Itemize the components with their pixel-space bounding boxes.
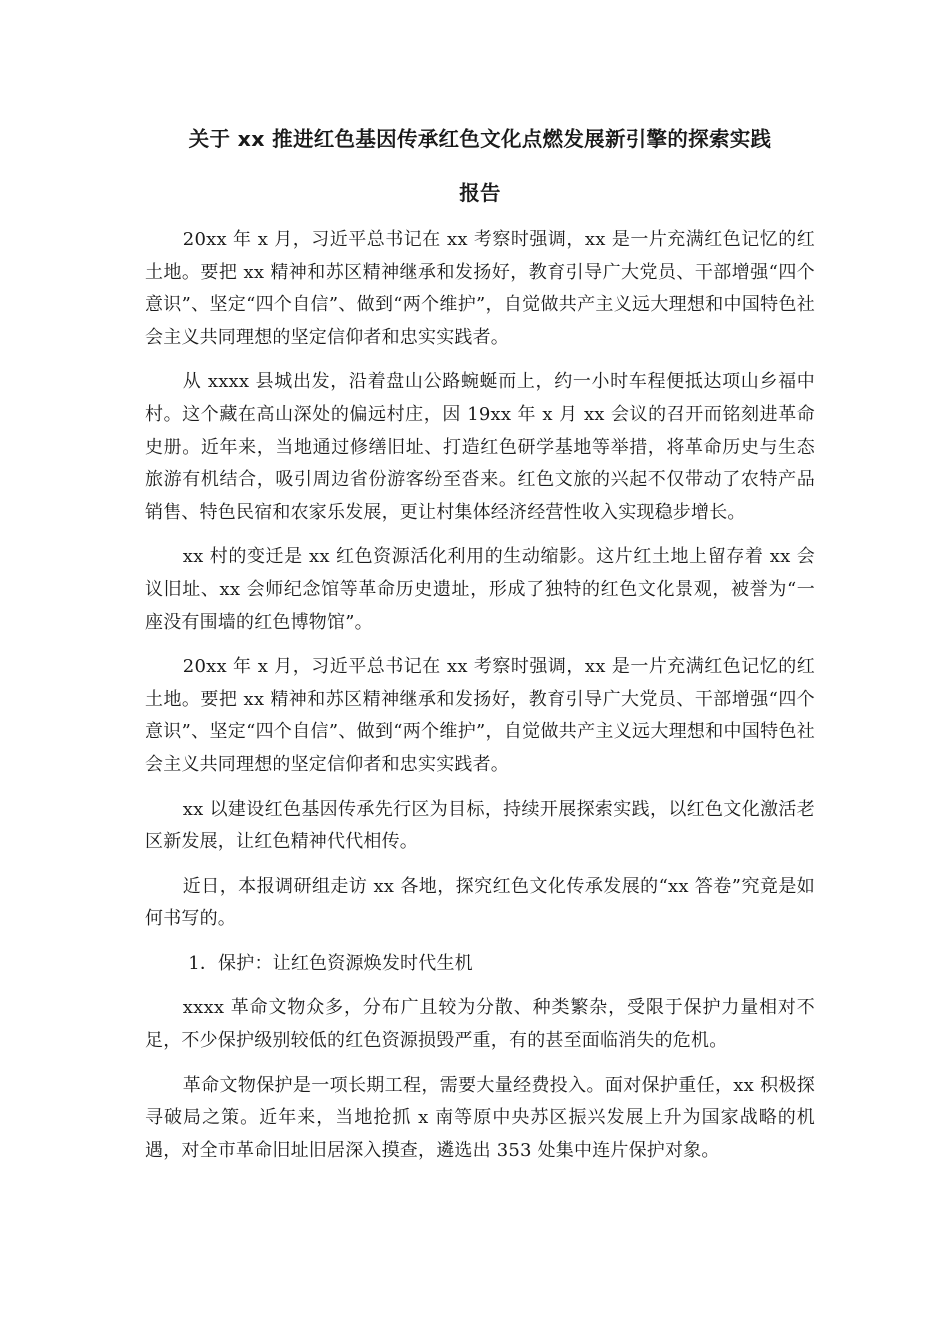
paragraph: 20xx 年 x 月，习近平总书记在 xx 考察时强调，xx 是一片充满红色记忆的红土地。要把 xx 精神和苏区精神继承和发扬好，教育引导广大党员、干部增强“四个意识”、坚定“四个自信”、做到“两个维护”，自觉做共产主义远大理想和中国特色社会主义共同理想的坚定信仰者和忠实实践者。 (145, 229, 815, 348)
document-title (145, 112, 815, 220)
document-page (145, 112, 815, 1179)
title-line-2: 报告 (459, 181, 501, 205)
paragraph: xx 以建设红色基因传承先行区为目标，持续开展探索实践，以红色文化激活老区新发展，让红色精神代代相传。 (145, 798, 815, 853)
title-line-1: 关于 xx 推进红色基因传承红色文化点燃发展新引擎的探索实践 (188, 127, 772, 151)
paragraph: xxxx 革命文物众多，分布广且较为分散、种类繁杂，受限于保护力量相对不足，不少保护级别较低的红色资源损毁严重，有的甚至面临消失的危机。 (145, 997, 815, 1052)
paragraph: 近日，本报调研组走访 xx 各地，探究红色文化传承发展的“xx 答卷”究竟是如何书写的。 (145, 875, 815, 930)
paragraph: xx 村的变迁是 xx 红色资源活化利用的生动缩影。这片红土地上留存着 xx 会议旧址、xx 会师纪念馆等革命历史遗址，形成了独特的红色文化景观，被誉为“一座没有围墙的红色博物馆”。 (145, 546, 815, 633)
paragraph: 20xx 年 x 月，习近平总书记在 xx 考察时强调，xx 是一片充满红色记忆的红土地。要把 xx 精神和苏区精神继承和发扬好，教育引导广大党员、干部增强“四个意识”、坚定“四个自信”、做到“两个维护”，自觉做共产主义远大理想和中国特色社会主义共同理想的坚定信仰者和忠实实践者。 (145, 656, 815, 775)
section-heading: 1．保护：让红色资源焕发时代生机 (188, 952, 473, 974)
paragraph: 革命文物保护是一项长期工程，需要大量经费投入。面对保护重任，xx 积极探寻破局之策。近年来，当地抢抓 x 南等原中央苏区振兴发展上升为国家战略的机遇，对全市革命旧址旧居深入摸查，遴选出 353 处集中连片保护对象。 (145, 1074, 815, 1161)
paragraph: 从 xxxx 县城出发，沿着盘山公路蜿蜒而上，约一小时车程便抵达项山乡福中村。这个藏在高山深处的偏远村庄，因 19xx 年 x 月 xx 会议的召开而铭刻进革命史册。近年来，当地通过修缮旧址、打造红色研学基地等举措，将革命历史与生态旅游有机结合，吸引周边省份游客纷至沓来。红色文旅的兴起不仅带动了农特产品销售、特色民宿和农家乐发展，更让村集体经济经营性收入实现稳步增长。 (145, 371, 815, 523)
